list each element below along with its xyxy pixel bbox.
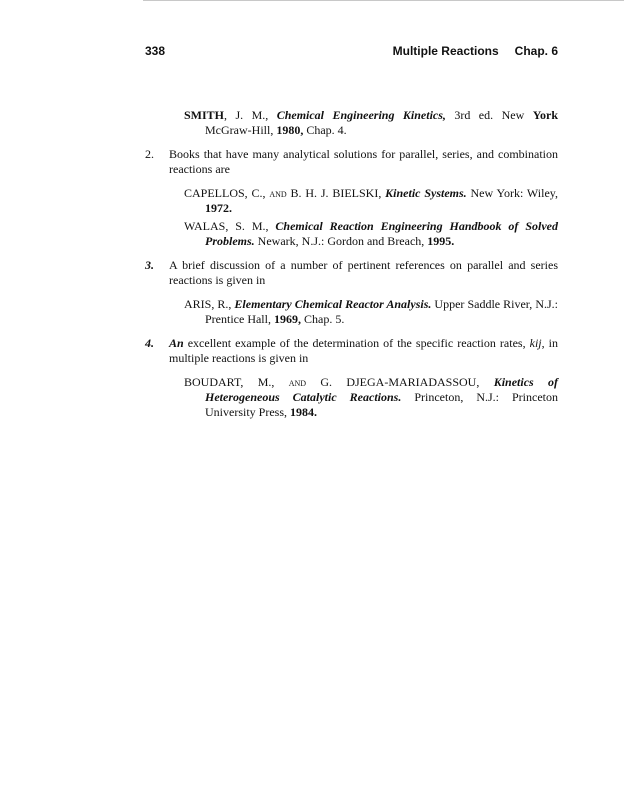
list-item-text: Books that have many analytical solutions for parallel, series, and combination reactions are: [169, 147, 558, 176]
ref-publisher: Princeton, N.J.: Princeton University Press,: [205, 390, 559, 419]
top-rule: [143, 0, 624, 1]
list-item-lead: An: [169, 336, 184, 350]
list-item-number: 2.: [145, 147, 154, 161]
list-item-number: 3.: [145, 258, 154, 272]
rate-symbol: kij: [529, 336, 542, 350]
ref-year: 1969,: [273, 312, 301, 326]
ref-chapter: Chap. 4.: [306, 123, 347, 137]
list-item-4: [143, 336, 558, 366]
ref-title: Kinetics of Heterogeneous Catalytic Reactions.: [205, 375, 559, 404]
ref-author: WALAS, S. M.,: [184, 219, 269, 233]
ref-author-initials: , J. M.,: [224, 108, 269, 122]
list-item-text: [169, 336, 558, 366]
reference-walas: [184, 219, 558, 249]
ref-title: Kinetic Systems.: [385, 186, 467, 200]
page-number: 338: [145, 44, 166, 58]
ref-edition: 3rd ed. New: [454, 108, 525, 122]
list-item-3: [143, 258, 558, 288]
list-item-text-b: , in multiple reactions is given in: [169, 336, 559, 365]
chapter-label: Chap. 6: [514, 44, 558, 58]
section-title: Multiple Reactions: [392, 44, 499, 58]
reference-aris: [184, 297, 558, 327]
ref-title: Elementary Chemical Reactor Analysis.: [234, 297, 432, 311]
ref-year: 1972.: [205, 201, 232, 215]
ref-authors: BOUDART, M., and G. DJEGA-MARIADASSOU,: [184, 375, 480, 389]
ref-year: 1995.: [427, 234, 455, 248]
ref-year: 1980,: [276, 123, 304, 137]
ref-publisher: McGraw-Hill,: [205, 123, 274, 137]
ref-city: York: [532, 108, 559, 122]
ref-chapter: Chap. 5.: [303, 312, 345, 326]
ref-publisher: New York: Wiley,: [470, 186, 558, 200]
running-head: [393, 44, 558, 58]
list-item-text-a: excellent example of the determination of the specific reaction rates,: [187, 336, 526, 350]
ref-authors: CAPELLOS, C., and B. H. J. BIELSKI,: [184, 186, 382, 200]
reference-smith: [184, 108, 558, 138]
page-body: [143, 108, 558, 423]
ref-year: 1984.: [290, 405, 317, 419]
ref-publisher: Upper Saddle River, N.J.: Prentice Hall,: [205, 297, 559, 326]
ref-title: Chemical Reaction Engineering Handbook of Solved Problems.: [205, 219, 558, 248]
list-item-2: [143, 147, 558, 177]
reference-capellos: [184, 186, 558, 216]
ref-author: ARIS, R.,: [184, 297, 232, 311]
ref-author: SMITH: [184, 108, 225, 122]
list-item-text: A brief discussion of a number of pertinent references on parallel and series reactions is given in: [169, 258, 558, 287]
reference-boudart: [184, 375, 558, 420]
list-item-number: 4.: [145, 336, 154, 350]
ref-title: Chemical Engineering Kinetics,: [276, 108, 446, 122]
ref-publisher: Newark, N.J.: Gordon and Breach,: [257, 234, 425, 248]
